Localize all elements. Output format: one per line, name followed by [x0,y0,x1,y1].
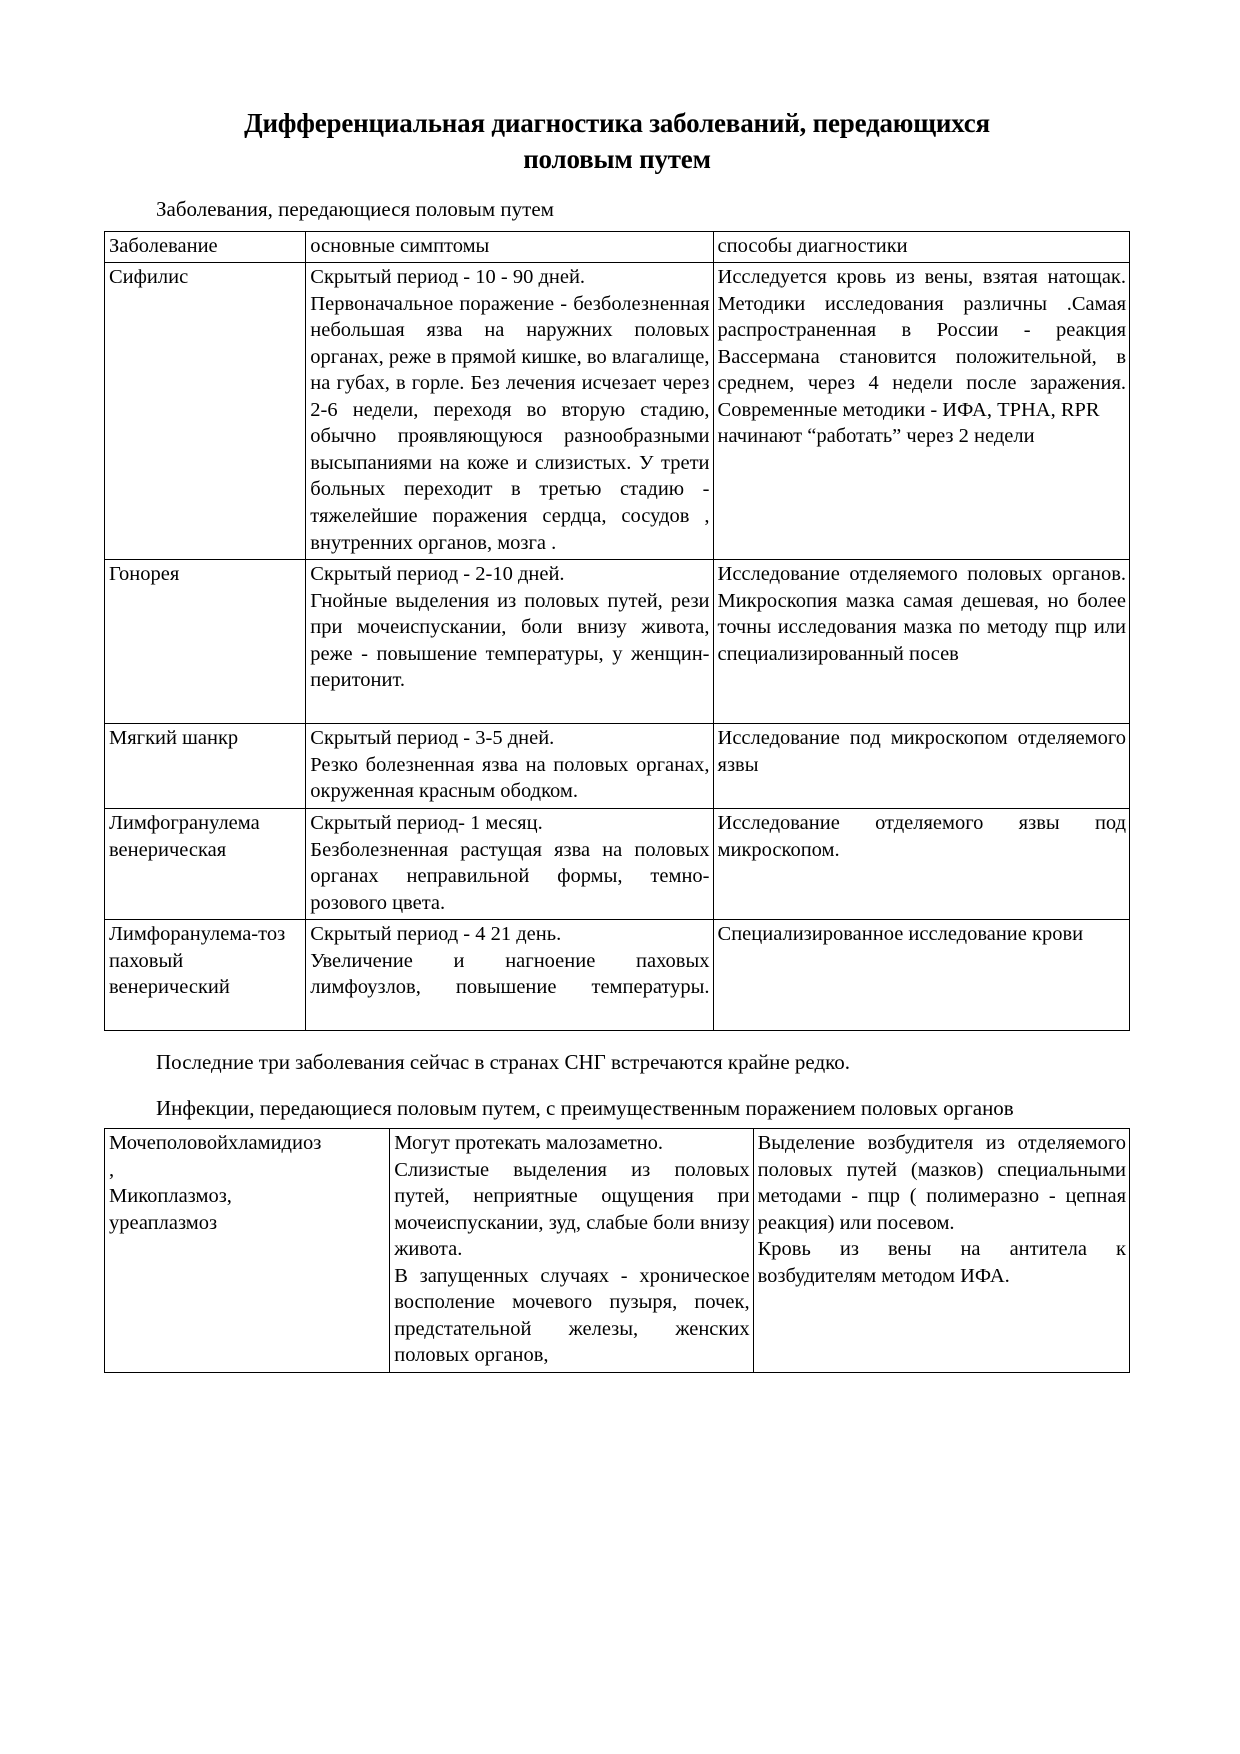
symptoms-body: Гнойные выделения из половых путей, рези при мочеиспускании, боли внизу живота, реже - повышение температуры, у женщин- перитонит. [310,589,710,692]
disease-name: Гонорея [109,563,180,586]
symptoms-body: Безболезненная растущая язва на половых органах неправильной формы, темно-розового цвета. [310,838,710,914]
symptoms-body: Первоначальное поражение - безболезненная небольшая язва на наружних половых органах, реже в прямой кишке, во влагалище, на губах, в горле. Без лечения исчезает через 2-6 недели, переходя во вторую стадию, обычно проявляющуюся разнообразными высыпаниями на коже и слизистых. У трети больных переходит в третью стадию - тяжелейшие поражения сердца, сосудов , внутренних органов, мозга . [310,292,710,554]
cell-symptoms [390,1129,753,1373]
table-row [105,809,1130,920]
disease-name: Сифилис [109,266,189,289]
disease-name: Лимфогранулема венерическая [109,812,260,861]
cell-disease [105,263,306,560]
cell-diagnostics [713,724,1129,809]
cell-diagnostics [713,263,1129,560]
cell-disease [105,920,306,1031]
page-title-line-2: половым путем [523,143,711,174]
symptoms-lead: Скрытый период - 10 - 90 дней. [310,266,586,289]
diagnostics-body-2: Кровь из вены на антитела к возбудителям методом ИФА. [757,1238,1126,1287]
table-row [105,1129,1130,1373]
symptoms-lead: Скрытый период - 3-5 дней. [310,727,555,750]
disease-name-line-4: уреаплазмоз [109,1211,218,1234]
cell-disease [105,1129,390,1373]
symptoms-lead: Скрытый период- 1 месяц. [310,812,543,835]
diagnostics-tail: начинают “работать” через 2 недели [717,425,1035,448]
disease-name: Мягкий шанкр [109,727,239,750]
disease-name: Лимфоранулема-тоз паховый венерический [109,923,286,999]
header-label-disease: Заболевание [109,234,218,257]
note-paragraph: Последние три заболевания сейчас в странах СНГ встречаются крайне редко. [156,1050,851,1075]
page-title [104,106,1130,177]
header-label-symptoms: основные симптомы [310,234,490,257]
section2-paragraph: Инфекции, передающиеся половым путем, с преимущественным поражением половых органов [156,1095,1014,1120]
disease-name-line-3: Микоплазмоз, [109,1185,232,1208]
diagnostics-body: Исследование под микроскопом отделяемого язвы [717,727,1126,776]
diagnostics-body: Выделение возбудителя из отделяемого половых путей (мазков) специальными методами - пцр ( полимеразно - цепная реакция) или посевом. [757,1132,1126,1234]
sti-infections-table [104,1128,1130,1373]
disease-name-line-2: , [109,1158,115,1181]
cell-diagnostics [713,809,1129,920]
cell-diagnostics [713,920,1129,1031]
table-row [105,724,1130,809]
diagnostics-body: Исследование отделяемого половых органов. Микроскопия мазка самая дешевая, но более точны исследования мазка по методу пцр или специализированный посев [717,563,1126,665]
header-cell-symptoms [306,231,713,263]
diagnostics-body: Исследование отделяемого язвы под микроскопом. [717,812,1126,861]
cell-symptoms [306,724,713,809]
symptoms-lead: Скрытый период - 4 21 день. [310,923,562,946]
symptoms-body: Резко болезненная язва на половых органах, окруженная красным ободком. [310,753,710,803]
cell-disease [105,809,306,920]
diagnostics-body: Специализированное исследование крови [717,923,1084,946]
table-row [105,920,1130,1031]
page-title-line-1: Дифференциальная диагностика заболеваний, передающихся [244,108,990,138]
table-row [105,263,1130,560]
intro-paragraph: Заболевания, передающиеся половым путем [156,197,554,222]
table-header-row [105,231,1130,263]
cell-symptoms [306,809,713,920]
header-cell-diagnostics [713,231,1129,263]
symptoms-lead: Скрытый период - 2-10 дней. [310,563,565,586]
table-row [105,560,1130,724]
cell-symptoms [306,263,713,560]
std-diseases-table [104,231,1130,1032]
symptoms-body: Увеличение и нагноение паховых лимфоузлов, повышение температуры. [310,949,710,999]
cell-symptoms [306,920,713,1031]
symptoms-lead: Могут протекать малозаметно. [394,1132,664,1154]
diagnostics-body: Исследуется кровь из вены, взятая натощак. Методики исследования различны .Самая распространенная в России - реакция Вассермана становится положительной, в среднем, через 4 недели после заражения. Современные методики - ИФА, ТРНА, RPR [717,266,1126,421]
cell-disease [105,560,306,724]
cell-diagnostics [713,560,1129,724]
cell-diagnostics [753,1129,1129,1373]
cell-disease [105,724,306,809]
symptoms-body: Слизистые выделения из половых путей, неприятные ощущения при мочеиспускании, зуд, слабые боли внизу живота. [394,1158,750,1261]
header-label-diagnostics: способы диагностики [717,234,908,257]
disease-name-line-1: Мочеполовойхламидиоз [109,1132,322,1154]
header-cell-disease [105,231,306,263]
symptoms-body-2: В запущенных случаях - хроническое восполение мочевого пузыря, почек, предстательной железы, женских половых органов, [394,1264,750,1367]
cell-symptoms [306,560,713,724]
